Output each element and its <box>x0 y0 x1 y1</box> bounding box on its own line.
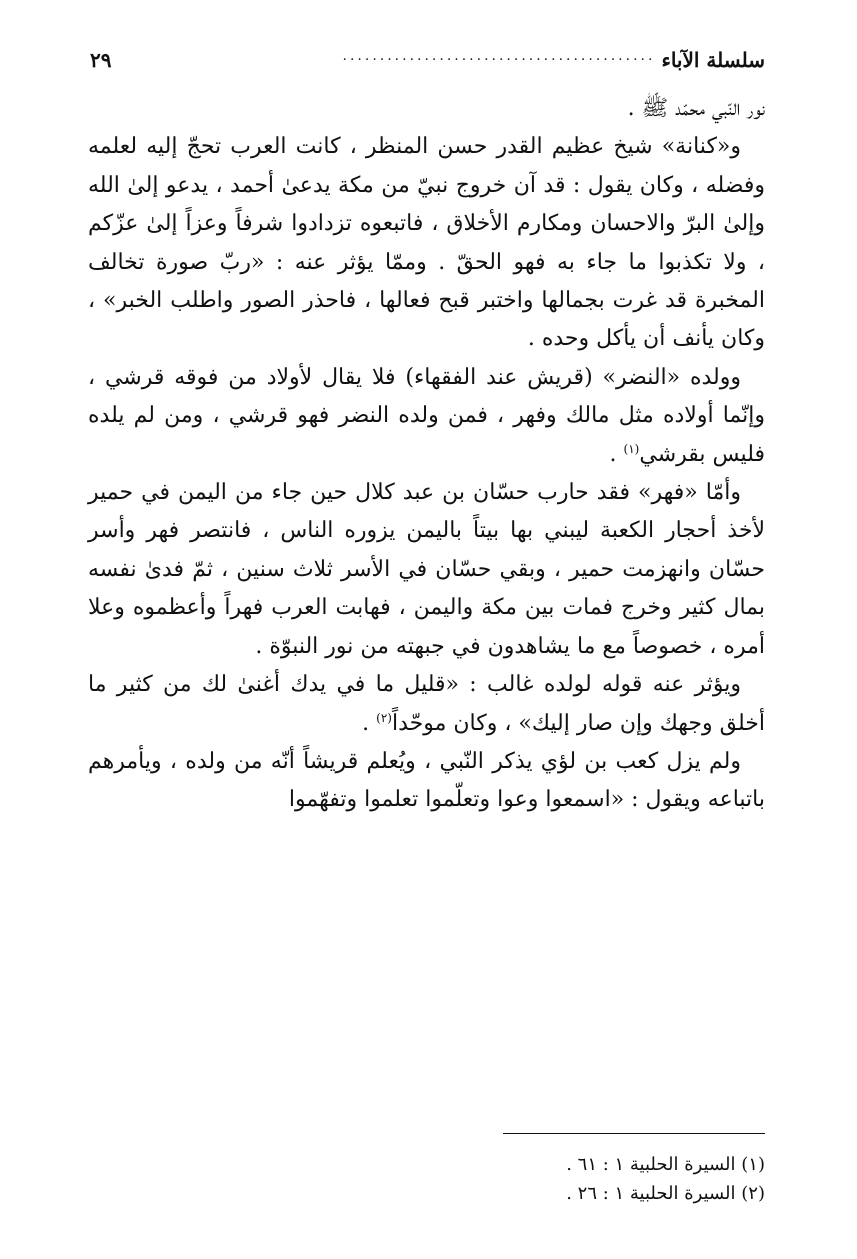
paragraph: نور النّبي محمّد ﷺ . <box>627 96 765 121</box>
paragraph-text: وولده «النضر» (قريش عند الفقهاء) فلا يقال لأولاد من فوقه قرشي ، وإنّما أولاده مثل مالك وفهر ، فمن ولده النضر فهو قرشي ، ومن لم يلده فليس بقرشي <box>88 364 765 467</box>
paragraph-tail: . <box>362 710 377 736</box>
paragraph-tail: . <box>609 441 624 467</box>
footnote-separator <box>503 1133 765 1134</box>
header-dot-leader: .......................................... <box>342 48 656 64</box>
footnote: (٢) السيرة الحلبية ١ : ٢٦ . <box>566 1183 765 1204</box>
running-title: سلسلة الآباء <box>661 48 765 72</box>
footnote-reference[interactable]: (٢) <box>376 710 392 725</box>
body-text <box>88 90 765 820</box>
paragraph: و«كنانة» شيخ عظيم القدر حسن المنظر ، كانت العرب تحجّ إليه لعلمه وفضله ، وكان يقول : قد آن خروج نبيّ من مكة يدعىٰ أحمد ، يدعو إلىٰ الله وإلىٰ البرّ والاحسان ومكارم الأخلاق ، فاتبعوه تزدادوا شرفاً وعزاً إلىٰ عزّكم ، ولا تكذبوا ما جاء به فهو الحقّ . وممّا يؤثر عنه : «ربّ صورة تخالف المخبرة قد غرت بجمالها واختبر قبح فعالها ، فاحذر الصور واطلب الخبر» ، وكان يأنف أن يأكل وحده . <box>88 134 765 352</box>
footnote-reference[interactable]: (١) <box>623 441 640 456</box>
paragraph: ولم يزل كعب بن لؤي يذكر النّبي ، ويُعلم قريشاً أنّه من ولده ، ويأمرهم باتباعه ويقول : «اسمعوا وعوا وتعلّموا تعلموا وتفهّموا <box>88 748 765 813</box>
paragraph-text: ويؤثر عنه قوله لولده غالب : «قليل ما في يدك أغنىٰ لك من كثير ما أخلق وجهك وإن صار إليك» ، وكان موحّداً <box>88 672 765 736</box>
paragraph: وأمّا «فهر» فقد حارب حسّان بن عبد كلال حين جاء من اليمن في حمير لأخذ أحجار الكعبة ليبني بها بيتاً باليمن يزوره الناس ، فانتصر فهر وأسر حسّان وانهزمت حمير ، وبقي حسّان في الأسر ثلاث سنين ، ثمّ فدىٰ نفسه بمال كثير وخرج فمات بين مكة واليمن ، فهابت العرب فهراً وأعظموه وعلا أمره ، خصوصاً مع ما يشاهدون في جبهته من نور النبوّة . <box>88 480 765 659</box>
paragraph <box>88 666 765 743</box>
page-number: ٢٩ <box>90 48 112 72</box>
paragraph <box>88 359 765 474</box>
footnote: (١) السيرة الحلبية ١ : ٦١ . <box>566 1154 765 1175</box>
footnotes <box>88 1150 765 1208</box>
running-header <box>90 38 765 72</box>
